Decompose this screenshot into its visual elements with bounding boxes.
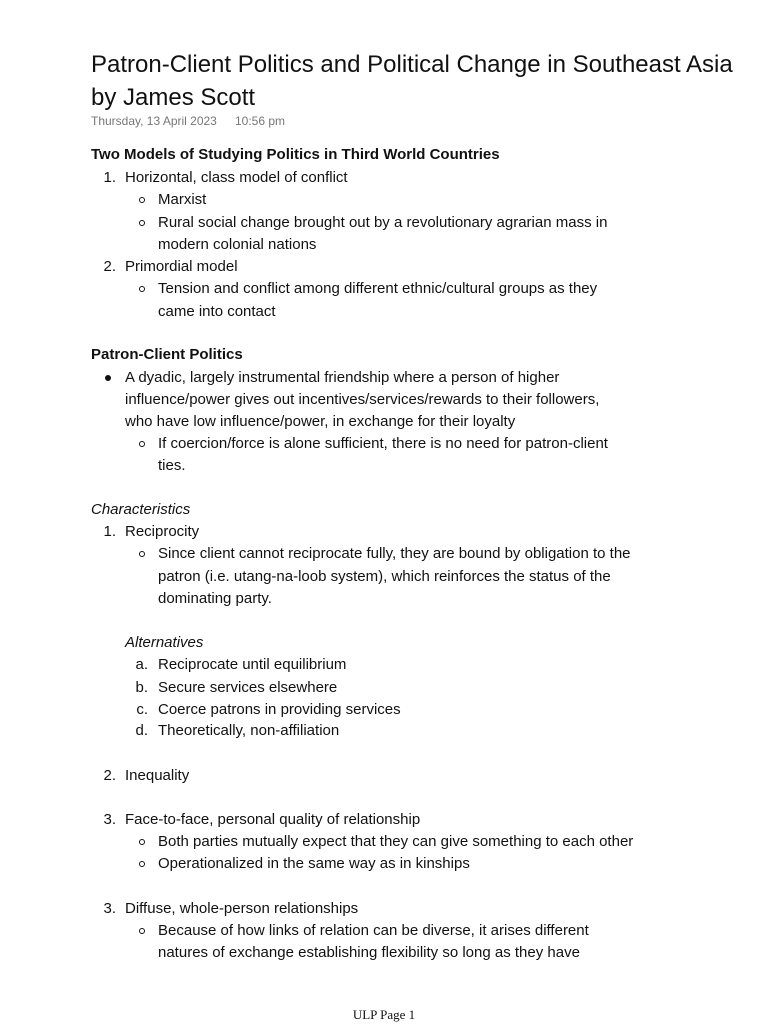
- sub-item-text: Rural social change brought out by a revolutionary agrarian mass in: [158, 214, 608, 231]
- sub-item-text: Both parties mutually expect that they can give something to each other: [158, 833, 634, 850]
- section-heading-patron-client: Patron-Client Politics: [91, 346, 243, 363]
- list-item-text: Reciprocity: [125, 523, 200, 540]
- list-item-text: Diffuse, whole-person relationships: [125, 900, 359, 917]
- list-number: 3.: [103, 900, 116, 917]
- list-item-text: Primordial model: [125, 258, 238, 275]
- sub-item-text: modern colonial nations: [158, 236, 317, 253]
- circle-bullet-icon: [139, 839, 145, 845]
- list-number: 2.: [103, 258, 116, 275]
- list-item-text: Horizontal, class model of conflict: [125, 169, 348, 186]
- alt-text: Coerce patrons in providing services: [158, 701, 401, 718]
- sub-item-text: Marxist: [158, 191, 207, 208]
- list-item-text: Face-to-face, personal quality of relationship: [125, 811, 421, 828]
- alt-letter: c.: [136, 701, 148, 718]
- circle-bullet-icon: [139, 220, 145, 226]
- sub-item-text: ties.: [158, 457, 186, 474]
- sub-item-text: patron (i.e. utang-na-loob system), which reinforces the status of the: [158, 568, 611, 585]
- note-time: 10:56 pm: [235, 114, 286, 128]
- list-item-text: Inequality: [125, 767, 190, 784]
- alt-letter: a.: [135, 656, 148, 673]
- page-title[interactable]: Patron-Client Politics and Political Change in Southeast Asia by James Scott: [91, 51, 733, 111]
- bullet-text: A dyadic, largely instrumental friendship where a person of higher: [125, 369, 560, 386]
- bullet-text: who have low influence/power, in exchange for their loyalty: [125, 413, 516, 430]
- note-date: Thursday, 13 April 2023: [91, 114, 217, 128]
- list-number: 1.: [103, 169, 116, 186]
- alt-letter: b.: [135, 679, 148, 696]
- circle-bullet-icon: [139, 861, 145, 867]
- bullet-icon: [105, 375, 111, 381]
- sub-item-text: Tension and conflict among different ethnic/cultural groups as they: [158, 280, 598, 297]
- sub-item-text: Since client cannot reciprocate fully, they are bound by obligation to the: [158, 545, 631, 562]
- list-number: 1.: [103, 523, 116, 540]
- circle-bullet-icon: [139, 441, 145, 447]
- bullet-text: influence/power gives out incentives/services/rewards to their followers,: [125, 391, 600, 408]
- page-footer: ULP Page 1: [352, 1007, 416, 1022]
- section-heading-models: Two Models of Studying Politics in Third World Countries: [91, 146, 500, 163]
- sub-item-text: came into contact: [158, 303, 276, 320]
- alt-text: Secure services elsewhere: [158, 679, 338, 696]
- sub-item-text: Because of how links of relation can be diverse, it arises different: [158, 922, 589, 939]
- sub-item-text: natures of exchange establishing flexibility so long as they have: [158, 944, 580, 961]
- circle-bullet-icon: [139, 551, 145, 557]
- alt-letter: d.: [135, 722, 148, 739]
- alt-text: Theoretically, non-affiliation: [158, 722, 340, 739]
- circle-bullet-icon: [139, 928, 145, 934]
- list-number: 2.: [103, 767, 116, 784]
- section-heading-characteristics: Characteristics: [91, 501, 191, 518]
- sub-item-text: Operationalized in the same way as in kinships: [158, 855, 470, 872]
- alt-text: Reciprocate until equilibrium: [158, 656, 347, 673]
- circle-bullet-icon: [139, 286, 145, 292]
- subheading-alternatives: Alternatives: [125, 634, 204, 651]
- list-number: 3.: [103, 811, 116, 828]
- sub-item-text: If coercion/force is alone sufficient, there is no need for patron-client: [158, 435, 608, 452]
- sub-item-text: dominating party.: [158, 590, 272, 607]
- circle-bullet-icon: [139, 197, 145, 203]
